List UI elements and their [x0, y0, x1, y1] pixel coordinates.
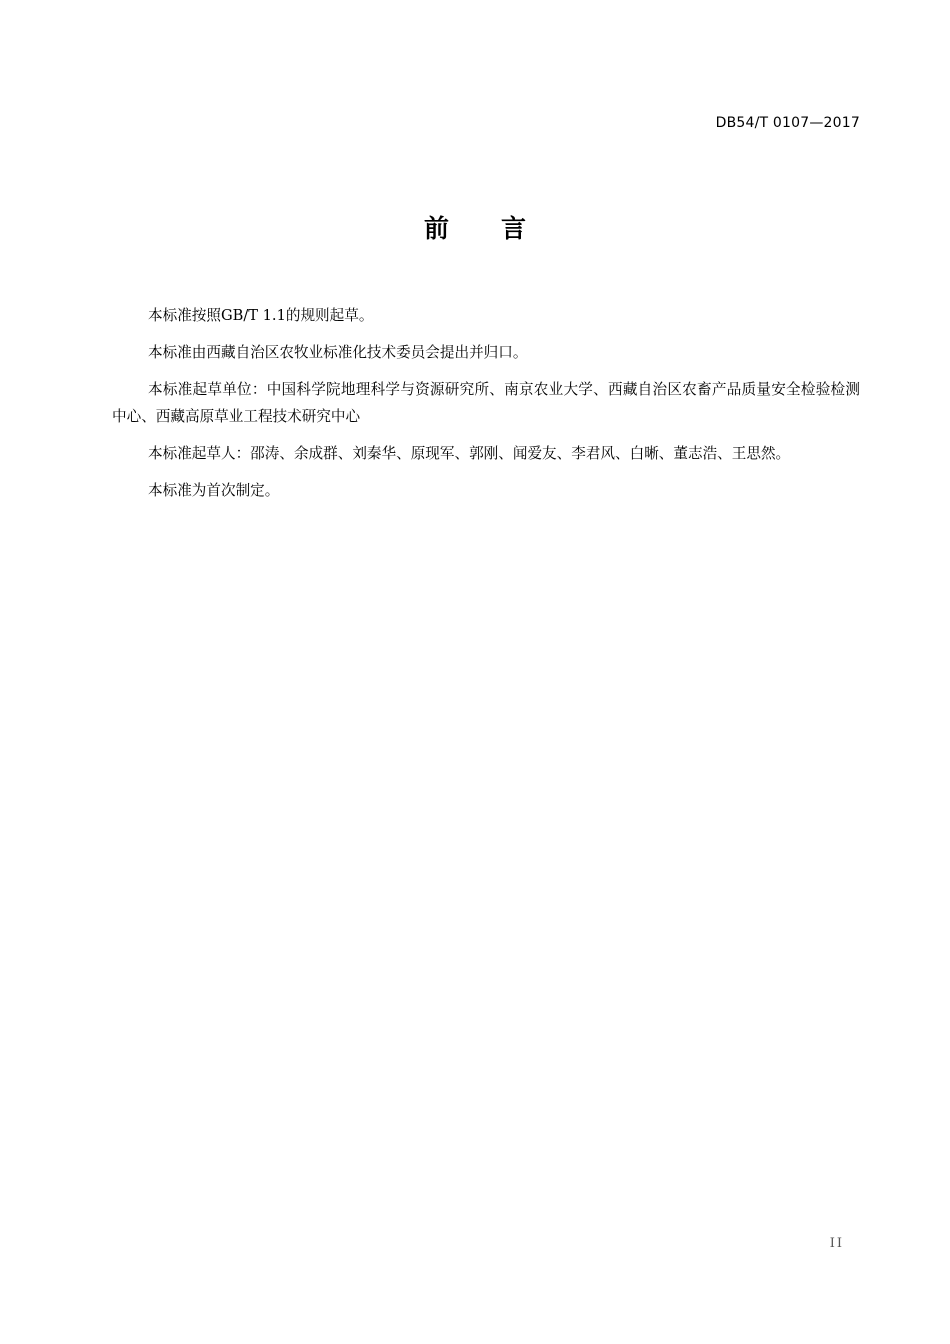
paragraph-proposer: 本标准由西藏自治区农牧业标准化技术委员会提出并归口。 [148, 344, 528, 361]
foreword-body [112, 302, 860, 514]
paragraph-drafting-units: 本标准起草单位：中国科学院地理科学与资源研究所、南京农业大学、西藏自治区农畜产品质量安全检验检测中心、西藏高原草业工程技术研究中心 [112, 381, 860, 425]
paragraph-first-edition: 本标准为首次制定。 [148, 482, 280, 499]
paragraph-drafting-rules: 本标准按照GB/T 1.1的规则起草。 [148, 307, 374, 324]
paragraph-drafters: 本标准起草人：邵涛、余成群、刘秦华、原现军、郭刚、闻爱友、李君风、白晰、董志浩、王思然。 [148, 445, 791, 462]
title-char-1: 前 [423, 214, 449, 243]
page-number: II [829, 1236, 844, 1251]
title-char-2: 言 [501, 214, 527, 243]
page-title [0, 212, 950, 246]
document-code: DB54/T 0107—2017 [715, 115, 860, 131]
